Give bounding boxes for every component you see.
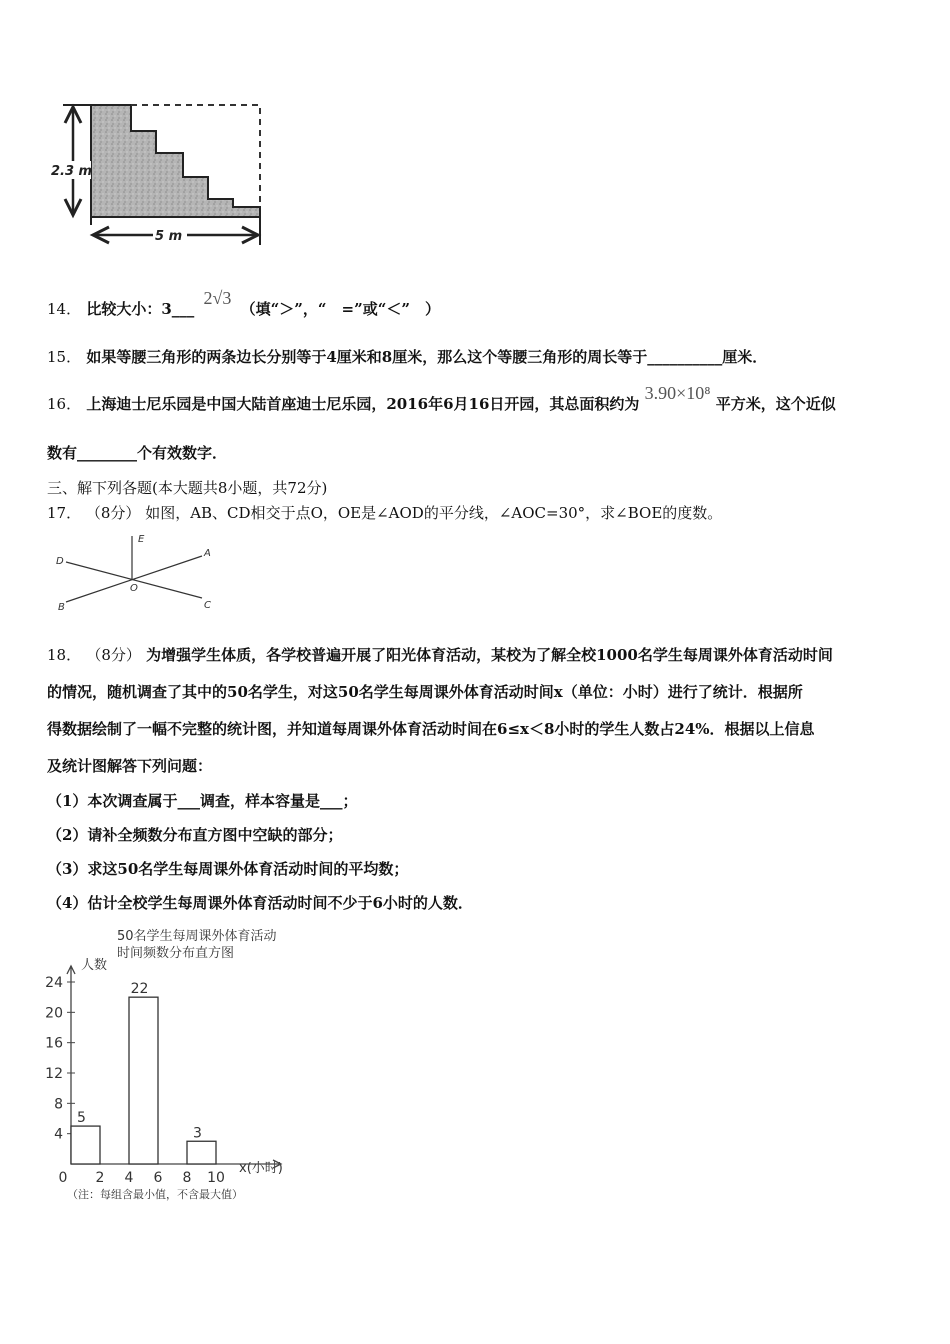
chart-x-label: x(小时) <box>239 1161 283 1176</box>
q18-number: 18． <box>47 646 82 664</box>
height-label: 2.3 m <box>51 164 93 179</box>
x-tick-label: 4 <box>124 1170 134 1186</box>
x-tick-label: 0 <box>58 1170 68 1186</box>
q14-text-a: 比较大小：3 <box>86 300 172 318</box>
question-18-line-4: 及统计图解答下列问题： <box>47 757 213 775</box>
question-18-line-2: 的情况，随机调查了其中的50名学生，对这50名学生每周课外体育活动时间x（单位：小时）进行了统计．根据所 <box>47 683 803 701</box>
question-14 <box>47 288 440 319</box>
histogram-bar <box>71 1126 100 1164</box>
label-d: D <box>56 556 64 567</box>
label-e: E <box>138 534 145 545</box>
q14-math: 2√3 <box>203 288 232 308</box>
label-o: O <box>130 583 138 594</box>
label-a: A <box>204 548 211 559</box>
histogram-bar <box>129 997 158 1164</box>
chart-title-line-1: 50名学生每周课外体育活动 <box>117 929 277 944</box>
y-tick-label: 20 <box>45 1005 63 1022</box>
histogram-bar <box>187 1141 216 1164</box>
x-tick-label: 2 <box>95 1170 105 1186</box>
y-tick-label: 16 <box>45 1035 63 1052</box>
q15-number: 15． <box>47 348 82 366</box>
q17-number: 17． <box>47 504 82 522</box>
q18-score: （8分） <box>86 646 141 664</box>
question-18-sub-3: （3）求这50名学生每周课外体育活动时间的平均数； <box>47 860 409 878</box>
y-tick-label: 24 <box>45 975 63 991</box>
question-16 <box>47 383 836 414</box>
y-tick-label: 8 <box>54 1096 63 1113</box>
question-18-line-3: 得数据绘制了一幅不完整的统计图，并知道每周课外体育活动时间在6≤x＜8小时的学生人数占24%．根据以上信息 <box>47 720 815 738</box>
q14-blank: ___ <box>171 300 195 318</box>
q16-line2-a: 数有 <box>47 444 78 462</box>
q16-text: 上海迪士尼乐园是中国大陆首座迪士尼乐园，2016年6月16日开园，其总面积约为 <box>86 395 640 413</box>
question-16-line-2 <box>47 442 227 463</box>
bar-value-label: 3 <box>193 1125 202 1142</box>
q14-text-b: （填“＞”，“ =”或“＜” ） <box>240 300 440 318</box>
chart-note: （注：每组含最小值，不含最大值） <box>67 1188 243 1201</box>
label-b: B <box>58 602 65 613</box>
q16-math: 3.90×10⁸ <box>644 383 711 403</box>
q18-line1: 为增强学生体质，各学校普遍开展了阳光体育活动，某校为了解全校1000名学生每周课外体育活动时间 <box>146 646 833 664</box>
section-3-title: 三、解下列各题(本大题共8小题，共72分) <box>47 479 328 497</box>
y-tick-label: 4 <box>54 1126 63 1143</box>
histogram-chart <box>45 922 325 1207</box>
stair-shape <box>91 105 260 217</box>
q16-line2-b: 个有效数字． <box>137 444 228 462</box>
question-18-sub-2: （2）请补全频数分布直方图中空缺的部分； <box>47 826 343 844</box>
q15-text: 如果等腰三角形的两条边长分别等于4厘米和8厘米，那么这个等腰三角形的周长等于 <box>86 348 648 366</box>
question-18-sub-1: （1）本次调查属于___调查，样本容量是___； <box>47 792 358 810</box>
stair-figure <box>45 95 275 255</box>
label-c: C <box>204 600 211 611</box>
bar-value-label: 22 <box>130 981 149 998</box>
q16-number: 16． <box>47 395 82 413</box>
line-ba <box>66 556 202 602</box>
chart-title-line-2: 时间频数分布直方图 <box>117 946 235 961</box>
x-tick-label: 10 <box>207 1170 225 1186</box>
x-tick-label: 8 <box>182 1170 192 1186</box>
y-tick-label: 12 <box>45 1066 63 1082</box>
question-18-line-1 <box>47 644 833 665</box>
bar-value-label: 5 <box>77 1110 86 1127</box>
chart-y-label: 人数 <box>81 958 108 973</box>
question-17 <box>47 502 722 523</box>
question-18-sub-4: （4）估计全校学生每周课外体育活动时间不少于6小时的人数． <box>47 894 473 912</box>
width-label: 5 m <box>155 229 183 244</box>
q17-score: （8分） <box>85 504 141 522</box>
q16-blank: ________ <box>77 444 138 462</box>
angle-figure <box>52 530 222 615</box>
q14-number: 14． <box>47 300 82 318</box>
q17-text: 如图，AB、CD相交于点O，OE是∠AOD的平分线，∠AOC=30°，求∠BOE的度数。 <box>145 504 723 522</box>
question-15 <box>47 346 767 367</box>
q16-tail: 平方米，这个近似 <box>715 395 836 413</box>
q15-blank: __________ <box>647 348 723 366</box>
q15-tail: 厘米． <box>722 348 768 366</box>
x-tick-label: 6 <box>153 1170 163 1186</box>
